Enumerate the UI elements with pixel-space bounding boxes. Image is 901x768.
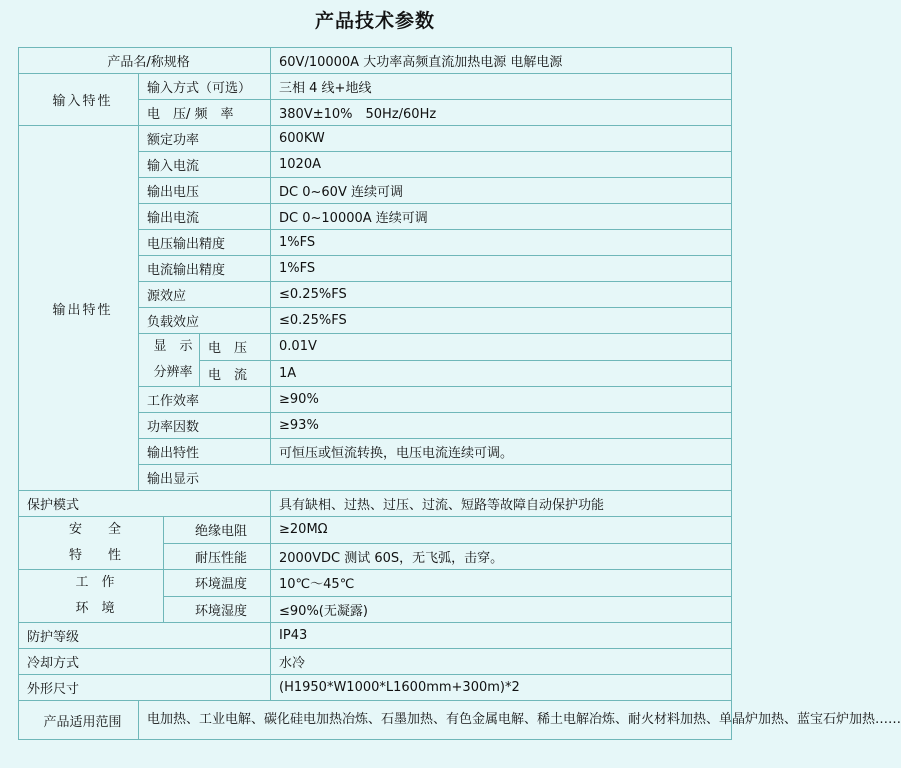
spec-label: 负载效应 (139, 308, 271, 334)
spec-value: DC 0~60V 连续可调 (271, 178, 732, 204)
spec-label: 输出特性 (139, 439, 271, 465)
spec-value: ≤0.25%FS (271, 308, 732, 334)
spec-value: 380V±10% 50Hz/60Hz (271, 100, 732, 126)
spec-value: ≥93% (271, 413, 732, 439)
resolution-label-line2: 分辨率 (153, 365, 193, 380)
spec-value: 1%FS (271, 256, 732, 282)
spec-value: DC 0~10000A 连续可调 (271, 204, 732, 230)
spec-label: 输出显示 (139, 465, 732, 491)
spec-label: 电 压 (200, 334, 271, 361)
group-label-output: 输出特性 (19, 126, 139, 491)
spec-label: 防护等级 (19, 623, 271, 649)
spec-label: 功率因数 (139, 413, 271, 439)
spec-value: 0.01V (271, 334, 732, 361)
spec-label: 输入电流 (139, 152, 271, 178)
spec-value: ≤90%(无凝露) (271, 596, 732, 623)
table-row (19, 675, 732, 701)
resolution-label (139, 334, 200, 387)
table-row (19, 570, 732, 597)
safety-label (19, 517, 164, 570)
spec-value: 1%FS (271, 230, 732, 256)
spec-label: 输入方式（可选） (139, 74, 271, 100)
group-label-input: 输入特性 (19, 74, 139, 126)
spec-label: 源效应 (139, 282, 271, 308)
spec-label: 电 压/ 频 率 (139, 100, 271, 126)
spec-label: 环境温度 (164, 570, 271, 597)
table-row (19, 623, 732, 649)
page-title: 产品技术参数 (314, 10, 435, 32)
spec-label: 环境湿度 (164, 596, 271, 623)
table-row (19, 48, 732, 74)
environment-label (19, 570, 164, 623)
safety-label-line1: 安 全 (68, 522, 121, 537)
spec-label: 外形尺寸 (19, 675, 271, 701)
spec-label: 输出电压 (139, 178, 271, 204)
spec-value: ≥90% (271, 387, 732, 413)
environment-label-line2: 环 境 (75, 601, 115, 616)
spec-value: 600KW (271, 126, 732, 152)
table-row (19, 491, 732, 517)
spec-label: 工作效率 (139, 387, 271, 413)
spec-value: 2000VDC 测试 60S，无飞弧，击穿。 (271, 543, 732, 570)
spec-label: 产品适用范围 (19, 701, 139, 740)
spec-label: 绝缘电阻 (164, 517, 271, 544)
spec-value: IP43 (271, 623, 732, 649)
spec-value: 1A (271, 360, 732, 387)
spec-value: (H1950*W1000*L1600mm+300m)*2 (271, 675, 732, 701)
table-row (19, 126, 732, 152)
spec-value: 水冷 (271, 649, 732, 675)
spec-label: 产品名/称规格 (19, 48, 271, 74)
spec-table (18, 47, 901, 740)
spec-value: 10℃～45℃ (271, 570, 732, 597)
spec-label: 电流输出精度 (139, 256, 271, 282)
spec-value: 1020A (271, 152, 732, 178)
spec-value: 电加热、工业电解、碳化硅电加热冶炼、石墨加热、有色金属电解、稀土电解冶炼、耐火材料加热、单晶炉加热、蓝宝石炉加热…… (139, 701, 732, 740)
spec-value: 60V/10000A 大功率高频直流加热电源 电解电源 (271, 48, 732, 74)
spec-label: 电 流 (200, 360, 271, 387)
table-row (19, 517, 732, 544)
spec-label: 输出电流 (139, 204, 271, 230)
spec-label: 电压输出精度 (139, 230, 271, 256)
spec-label: 额定功率 (139, 126, 271, 152)
spec-label: 保护模式 (19, 491, 271, 517)
spec-value: 具有缺相、过热、过压、过流、短路等故障自动保护功能 (271, 491, 732, 517)
spec-value: ≥20MΩ (271, 517, 732, 544)
safety-label-line2: 特 性 (68, 548, 121, 563)
table-row (19, 74, 732, 100)
spec-value: 可恒压或恒流转换，电压电流连续可调。 (271, 439, 732, 465)
environment-label-line1: 工 作 (75, 575, 115, 590)
spec-label: 耐压性能 (164, 543, 271, 570)
spec-value: 三相 4 线+地线 (271, 74, 732, 100)
resolution-label-line1: 显 示 (153, 339, 193, 354)
spec-label: 冷却方式 (19, 649, 271, 675)
table-row (19, 649, 732, 675)
spec-value: ≤0.25%FS (271, 282, 732, 308)
table-row (19, 701, 732, 740)
